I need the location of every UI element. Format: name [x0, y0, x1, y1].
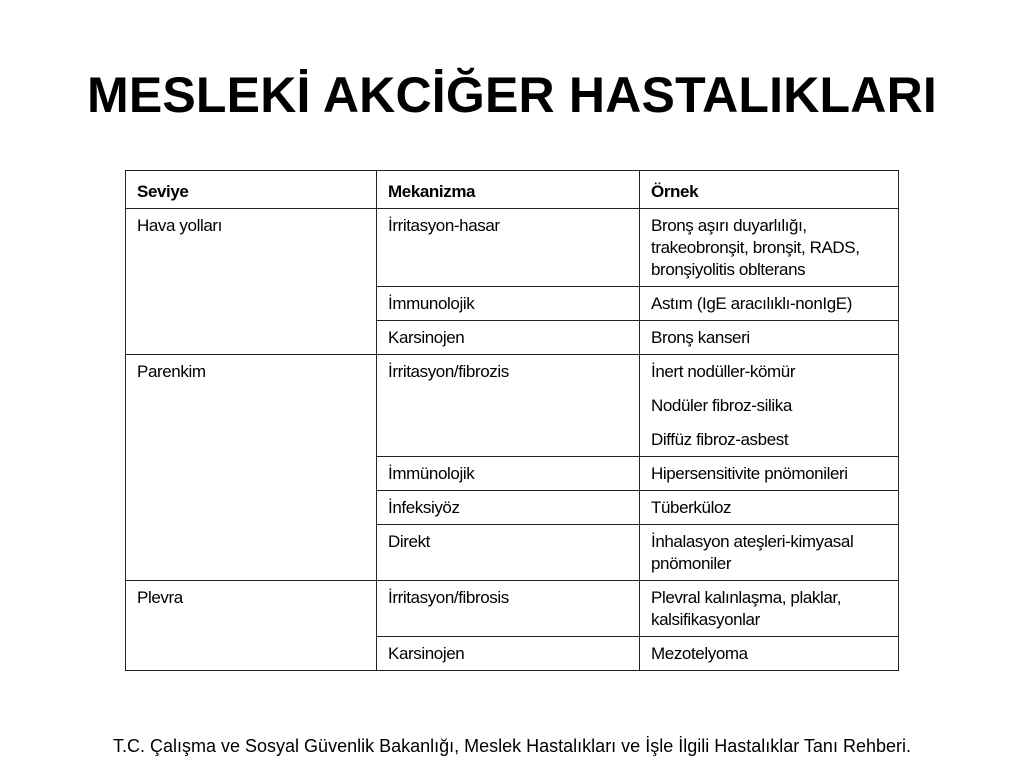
table-row: [126, 581, 899, 637]
example-cell: Mezotelyoma: [640, 637, 899, 671]
disease-table: [125, 170, 899, 671]
slide-title: MESLEKİ AKCİĞER HASTALIKLARI: [86, 67, 938, 123]
example-cell: Bronş kanseri: [640, 321, 899, 355]
header-mekanizma: Mekanizma: [377, 171, 640, 209]
mechanism-cell: İmmunolojik: [377, 287, 640, 321]
example-cell: Hipersensitivite pnömonileri: [640, 457, 899, 491]
table-row: [126, 355, 899, 457]
level-cell: Parenkim: [126, 355, 377, 581]
table-header-row: [126, 171, 899, 209]
mechanism-cell: Karsinojen: [377, 321, 640, 355]
table-row: [126, 209, 899, 287]
mechanism-cell: Direkt: [377, 525, 640, 581]
mechanism-cell: İnfeksiyöz: [377, 491, 640, 525]
example-line: Diffüz fibroz-asbest: [651, 430, 789, 449]
header-ornek: Örnek: [640, 171, 899, 209]
example-cell: İnhalasyon ateşleri-kimyasal pnömoniler: [640, 525, 899, 581]
example-cell: Plevral kalınlaşma, plaklar, kalsifikasyonlar: [640, 581, 899, 637]
example-cell: Astım (IgE aracılıklı-nonIgE): [640, 287, 899, 321]
level-cell: Hava yolları: [126, 209, 377, 355]
mechanism-cell: İrritasyon/fibrozis: [377, 355, 640, 457]
mechanism-cell: Karsinojen: [377, 637, 640, 671]
example-line: İnert nodüller-kömür: [651, 362, 796, 381]
mechanism-cell: İmmünolojik: [377, 457, 640, 491]
source-citation: T.C. Çalışma ve Sosyal Güvenlik Bakanlığı, Meslek Hastalıkları ve İşle İlgili Hastalıklar Tanı Rehberi.: [113, 736, 911, 756]
mechanism-cell: İrritasyon-hasar: [377, 209, 640, 287]
example-cell: Tüberküloz: [640, 491, 899, 525]
mechanism-cell: İrritasyon/fibrosis: [377, 581, 640, 637]
example-line: Nodüler fibroz-silika: [651, 396, 792, 415]
example-cell: [640, 355, 899, 457]
level-cell: Plevra: [126, 581, 377, 671]
header-seviye: Seviye: [126, 171, 377, 209]
example-cell: Bronş aşırı duyarlılığı, trakeobronşit, bronşit, RADS, bronşiyolitis oblterans: [640, 209, 899, 287]
